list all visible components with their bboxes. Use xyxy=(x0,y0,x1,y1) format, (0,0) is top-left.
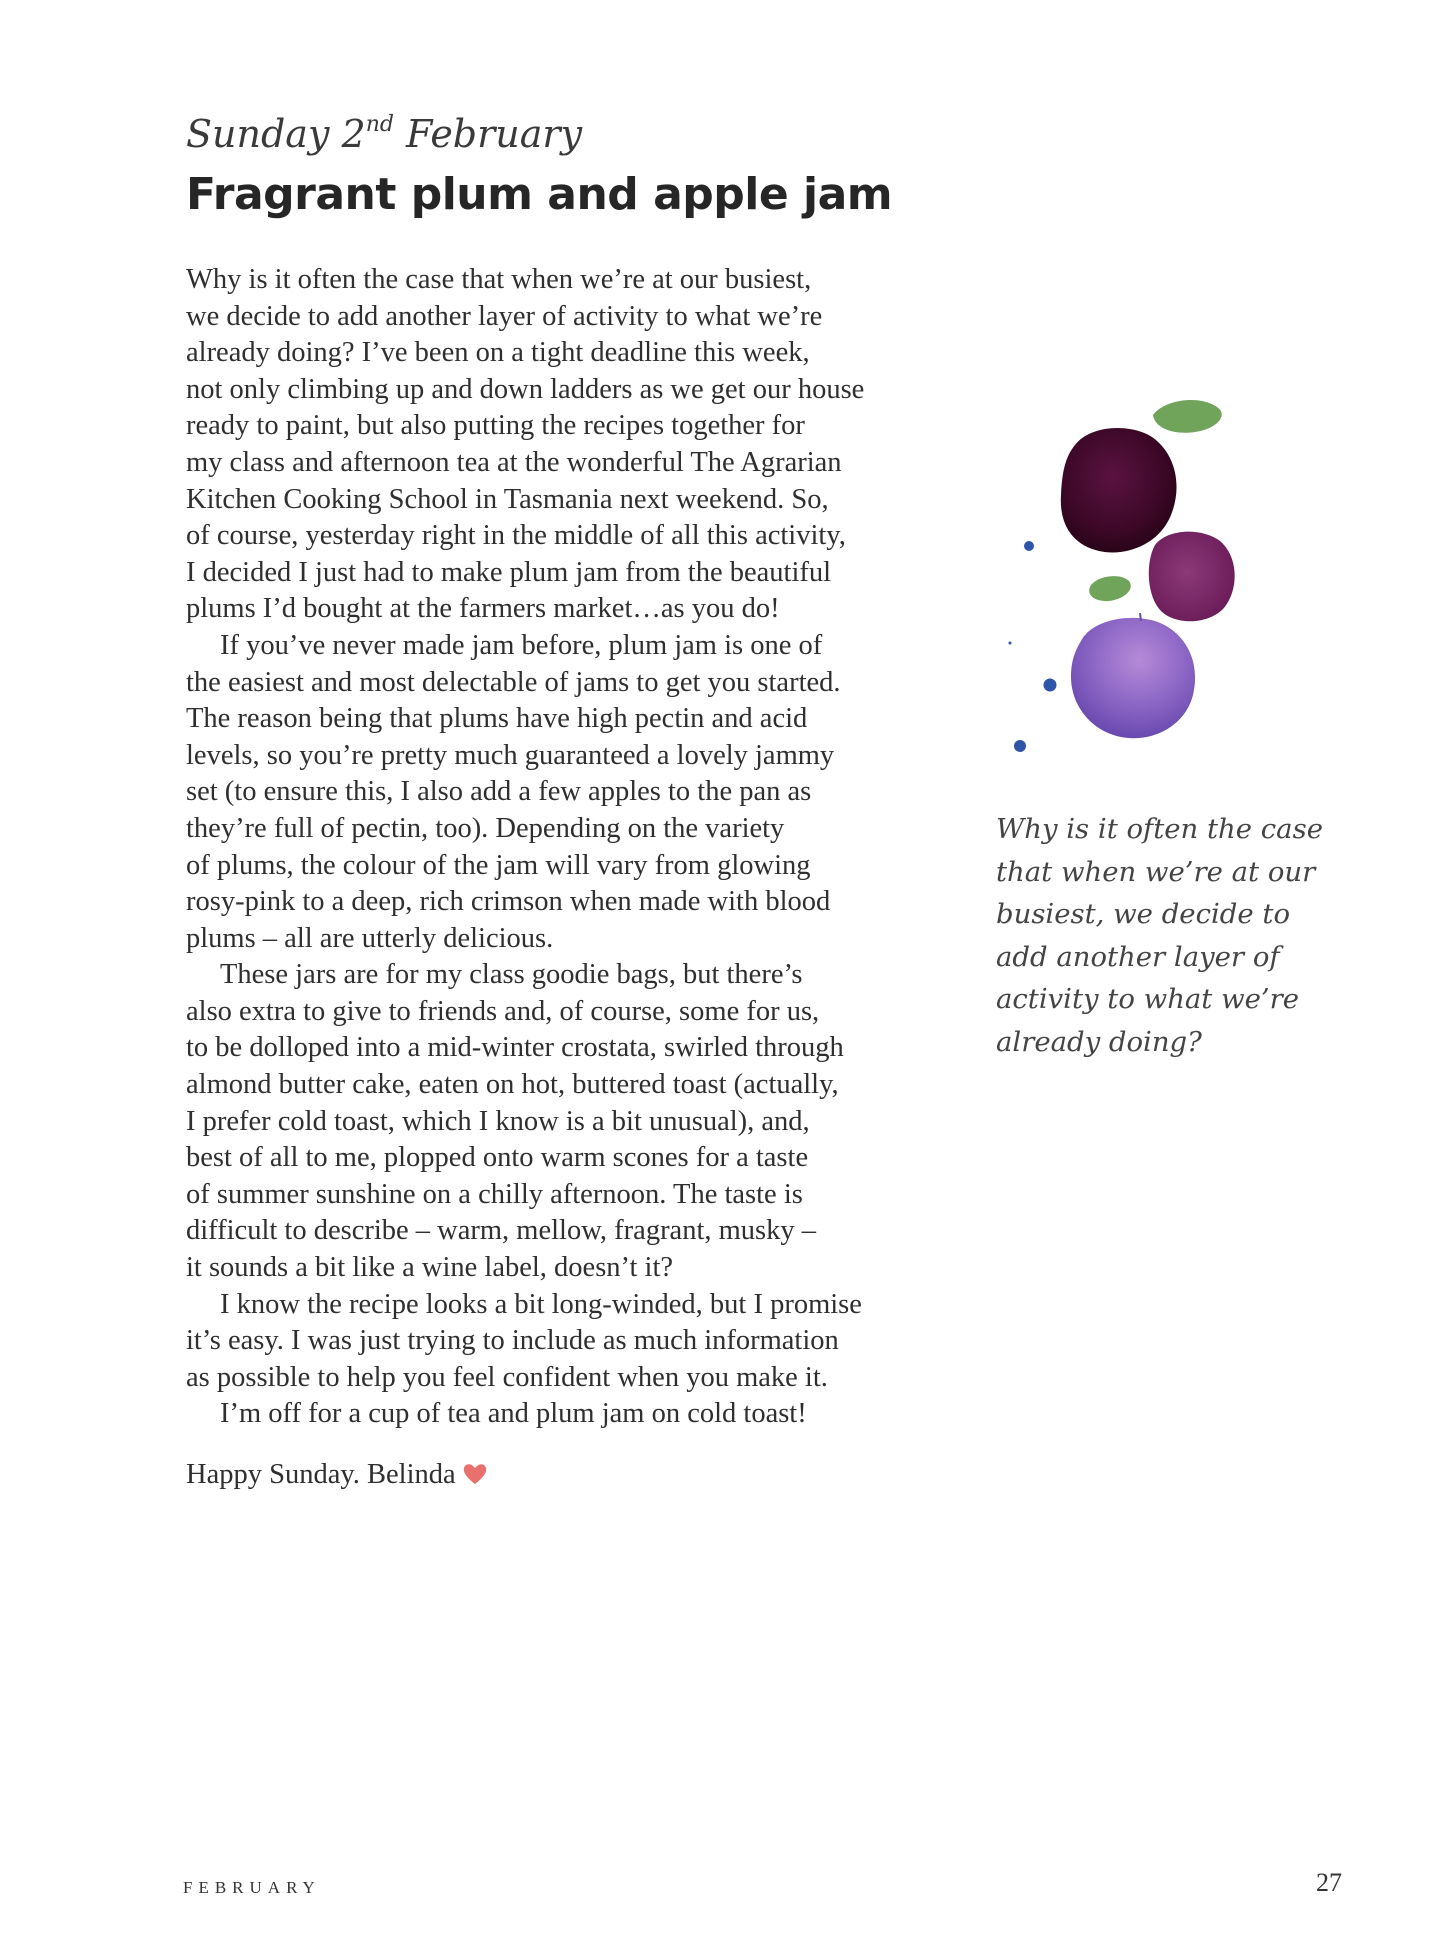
paragraph-line: plums – all are utterly delicious. xyxy=(186,922,554,954)
signoff-text: Happy Sunday. Belinda xyxy=(186,1459,456,1490)
paragraph-line: If you’ve never made jam before, plum jam is one of xyxy=(220,629,823,661)
leaf-middle xyxy=(1089,576,1131,601)
pull-quote-line: that when we’re at our xyxy=(996,855,1316,888)
paragraph-line: we decide to add another layer of activity to what we’re xyxy=(186,300,823,332)
date-suffix: nd xyxy=(365,112,394,137)
paragraph-line: of summer sunshine on a chilly afternoon. The taste is xyxy=(186,1178,803,1210)
recipe-title: Fragrant plum and apple jam xyxy=(186,169,893,220)
paragraph-line: I decided I just had to make plum jam from the beautiful xyxy=(186,556,832,588)
paragraph-line: to be dolloped into a mid-winter crostata, swirled through xyxy=(186,1032,844,1064)
paragraph xyxy=(186,957,966,1286)
dot-2 xyxy=(1044,679,1057,692)
paragraph xyxy=(186,262,966,628)
watercolour-plums-icon xyxy=(995,385,1275,765)
paragraph-line: I’m off for a cup of tea and plum jam on cold toast! xyxy=(220,1398,807,1430)
paragraph-line: the easiest and most delectable of jams to get you started. xyxy=(186,666,841,698)
pull-quote-line: add another layer of xyxy=(996,940,1280,973)
dot-4 xyxy=(1009,642,1012,645)
paragraph-line: it’s easy. I was just trying to include as much information xyxy=(186,1325,839,1357)
violet-plum xyxy=(1071,618,1195,738)
paragraph-line: Why is it often the case that when we’re at our busiest, xyxy=(186,264,812,295)
plum-illustration xyxy=(995,385,1275,765)
leaf-top xyxy=(1153,400,1222,433)
paragraph-line: Kitchen Cooking School in Tasmania next weekend. So, xyxy=(186,483,829,515)
paragraph-line: set (to ensure this, I also add a few apples to the pan as xyxy=(186,776,812,808)
paragraph-line: ready to paint, but also putting the recipes together for xyxy=(186,410,805,442)
dot-3 xyxy=(1014,740,1026,752)
paragraph xyxy=(186,628,966,957)
paragraph-line: plums I’d bought at the farmers market…as you do! xyxy=(186,593,780,625)
paragraph-line: levels, so you’re pretty much guaranteed a lovely jammy xyxy=(186,739,835,771)
pull-quote-line: activity to what we’re xyxy=(996,983,1300,1015)
paragraph-line: best of all to me, plopped onto warm scones for a taste xyxy=(186,1142,809,1174)
paragraph-line: The reason being that plums have high pectin and acid xyxy=(186,703,808,735)
paragraph-line: they’re full of pectin, too). Depending on the variety xyxy=(186,812,785,844)
date-month: February xyxy=(393,112,583,156)
paragraph-line: as possible to help you feel confident when you make it. xyxy=(186,1361,828,1393)
paragraph-line: almond butter cake, eaten on hot, buttered toast (actually, xyxy=(186,1069,839,1101)
paragraph-line: rosy-pink to a deep, rich crimson when made with blood xyxy=(186,886,831,918)
paragraph-line: difficult to describe – warm, mellow, fragrant, musky – xyxy=(186,1215,817,1247)
paragraph-line: already doing? I’ve been on a tight deadline this week, xyxy=(186,337,810,369)
paragraph-line: of course, yesterday right in the middle of all this activity, xyxy=(186,520,846,552)
paragraph-line: not only climbing up and down ladders as we get our house xyxy=(186,373,865,405)
post-date xyxy=(186,108,582,160)
paragraph-line: of plums, the colour of the jam will vary from glowing xyxy=(186,849,811,881)
paragraph-line: I know the recipe looks a bit long-winded, but I promise xyxy=(220,1288,862,1320)
paragraph-line: also extra to give to friends and, of course, some for us, xyxy=(186,995,820,1027)
heart-icon xyxy=(462,1460,488,1496)
signoff xyxy=(186,1457,488,1496)
footer-section-label: FEBRUARY xyxy=(183,1878,321,1897)
paragraph-line: my class and afternoon tea at the wonderful The Agrarian xyxy=(186,446,842,478)
pull-quote-line: busiest, we decide to xyxy=(996,898,1291,930)
paragraph-line: I prefer cold toast, which I know is a bit unusual), and, xyxy=(186,1105,810,1137)
page-number: 27 xyxy=(1316,1868,1342,1897)
dot-1 xyxy=(1024,541,1034,551)
pull-quote xyxy=(996,808,1326,1063)
magenta-plum xyxy=(1149,532,1235,622)
pull-quote-line: already doing? xyxy=(996,1025,1202,1058)
pull-quote-line: Why is it often the case xyxy=(996,813,1323,845)
paragraph xyxy=(186,1396,966,1433)
paragraph-line: it sounds a bit like a wine label, doesn’t it? xyxy=(186,1252,674,1284)
dark-plum xyxy=(1061,428,1177,553)
paragraph-line: These jars are for my class goodie bags, but there’s xyxy=(220,959,803,991)
date-day: Sunday 2 xyxy=(186,112,366,156)
paragraph xyxy=(186,1287,966,1397)
body-text xyxy=(186,262,966,1433)
